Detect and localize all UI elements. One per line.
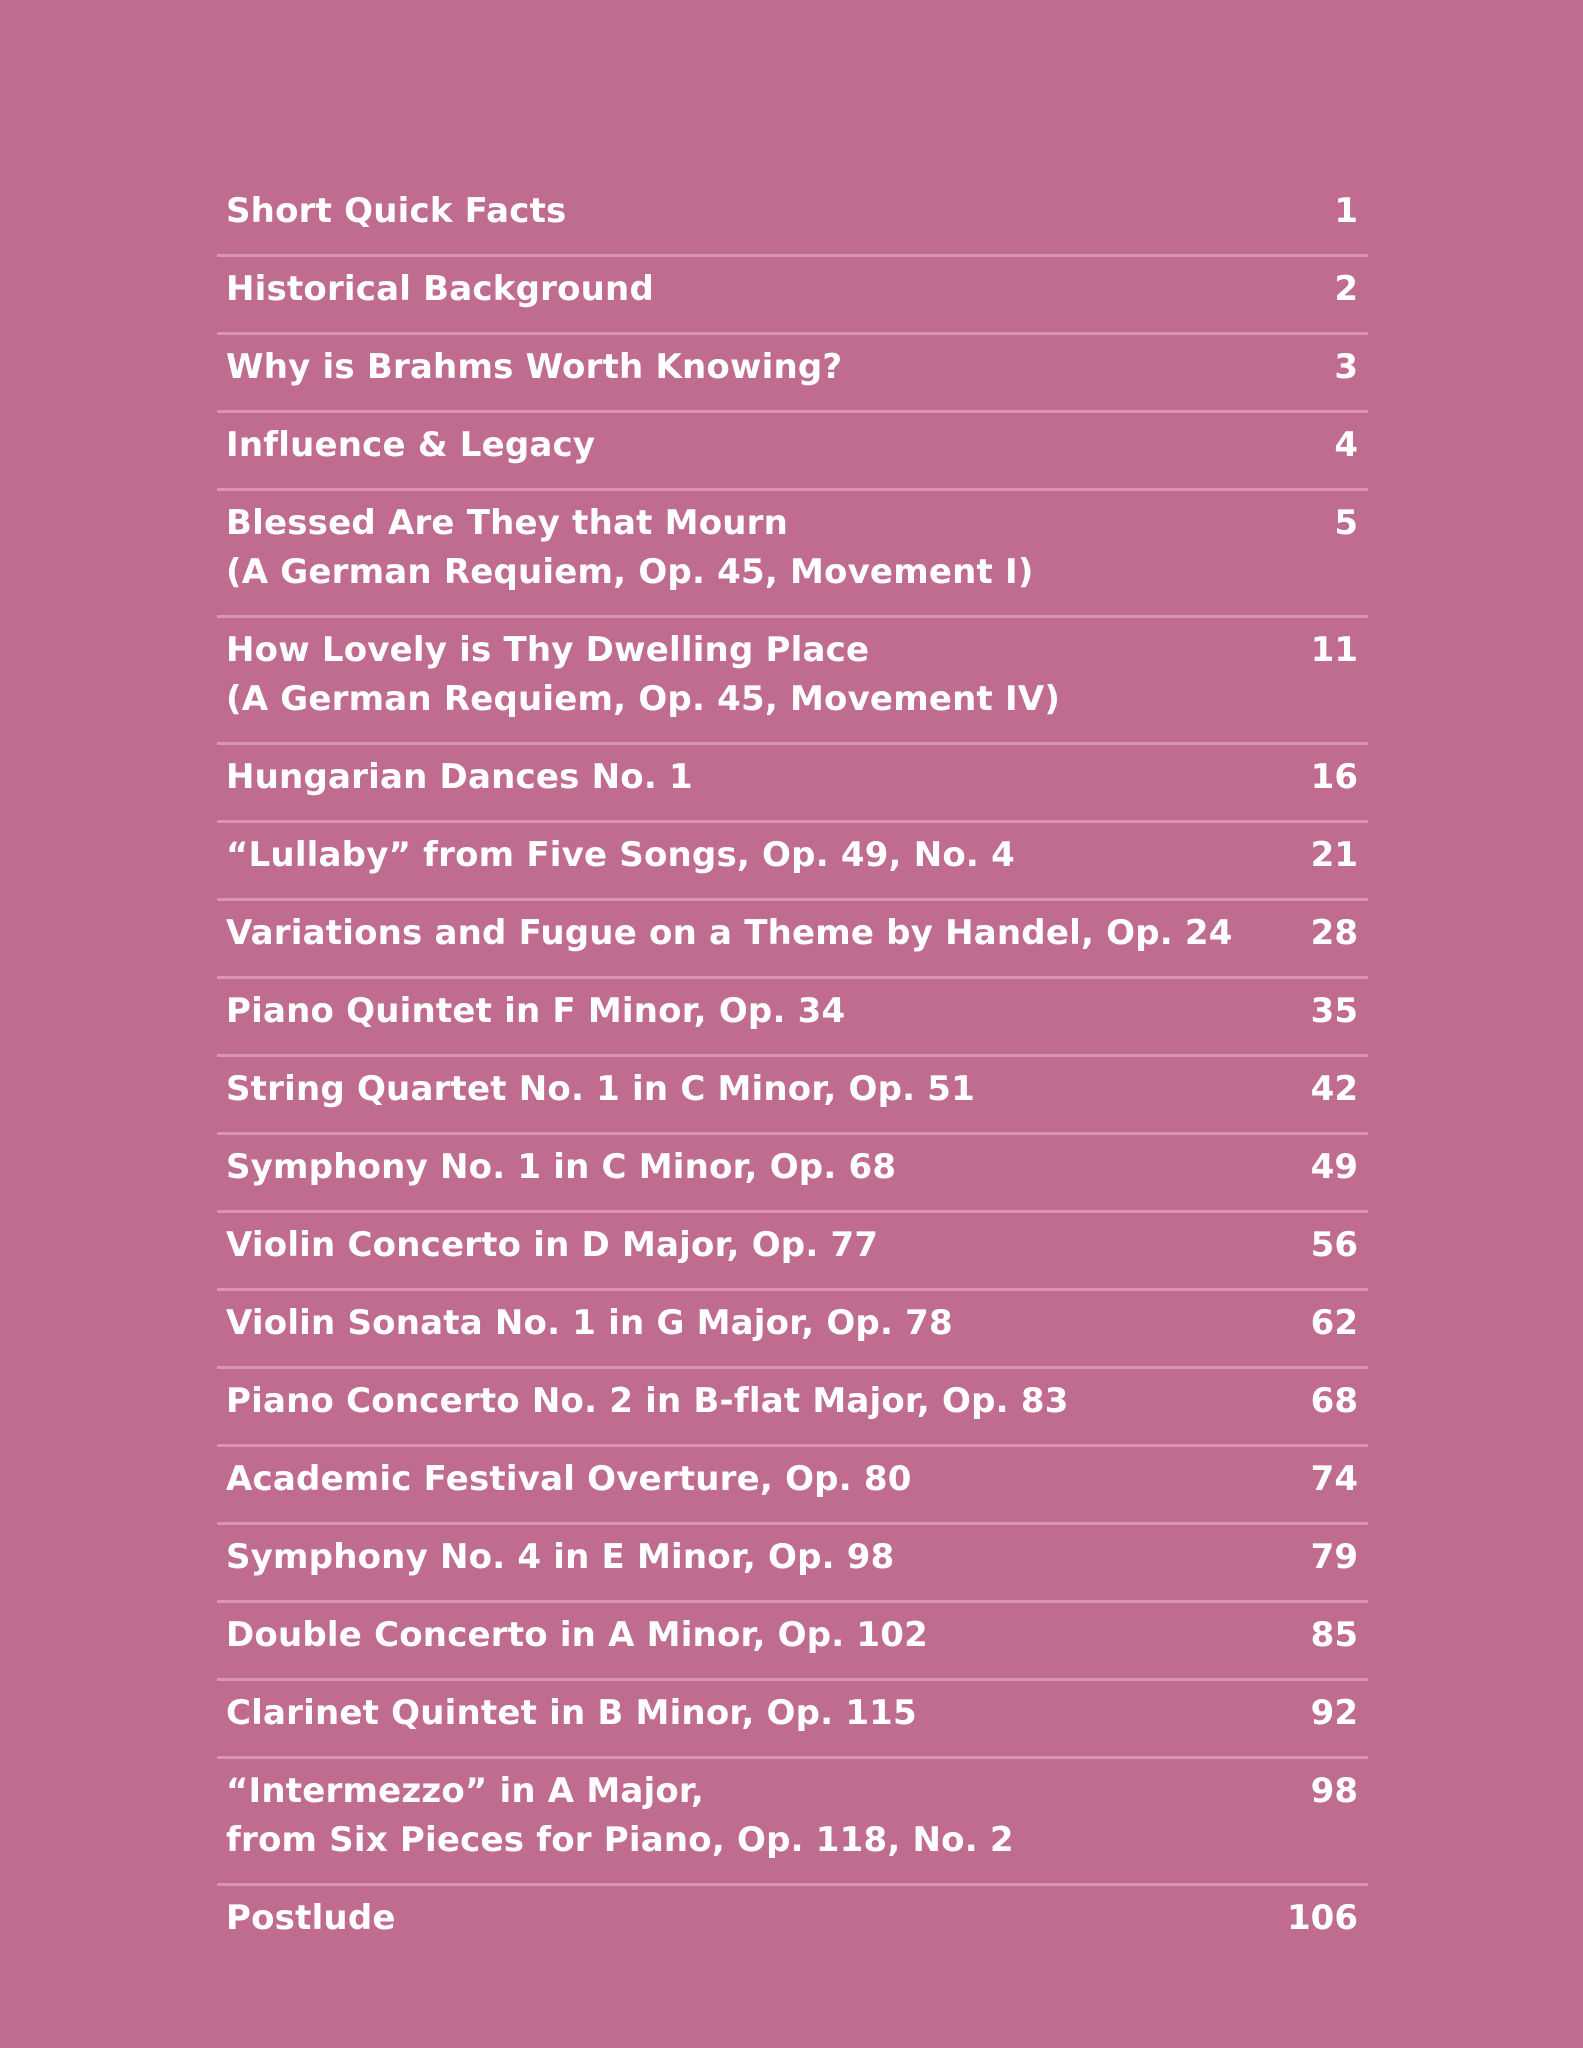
toc-entry-title-line: String Quartet No. 1 in C Minor, Op. 51 — [226, 1069, 975, 1109]
toc-entry-page-number: 49 — [1310, 1147, 1358, 1187]
toc-entry-title-line: (A German Requiem, Op. 45, Movement IV) — [226, 679, 1061, 719]
toc-entry-page-number: 79 — [1310, 1537, 1358, 1577]
toc-entry-title — [226, 1455, 912, 1504]
toc-entry[interactable] — [217, 1291, 1368, 1369]
toc-entry-title — [226, 265, 654, 314]
toc-entry-title-line: from Six Pieces for Piano, Op. 118, No. 2 — [226, 1820, 1014, 1860]
toc-entry-title-line: Historical Background — [226, 269, 655, 309]
toc-entry-page-number: 56 — [1310, 1225, 1358, 1265]
toc-entry-title-line: Short Quick Facts — [226, 191, 567, 231]
toc-entry-title — [226, 1689, 917, 1738]
toc-entry-page-number: 74 — [1310, 1459, 1358, 1499]
toc-entry-page-number: 106 — [1287, 1898, 1358, 1938]
toc-entry-title-line: Piano Concerto No. 2 in B-flat Major, Op. 83 — [226, 1381, 1069, 1421]
toc-entry-title — [226, 909, 1233, 958]
toc-entry[interactable] — [217, 413, 1368, 491]
toc-entry[interactable] — [217, 1759, 1368, 1886]
toc-entry-title — [226, 987, 845, 1036]
toc-entry-title — [226, 1065, 975, 1114]
toc-entry-title — [226, 343, 842, 392]
toc-entry-title — [226, 1377, 1069, 1426]
toc-entry[interactable] — [217, 1447, 1368, 1525]
toc-entry-title-line: Violin Sonata No. 1 in G Major, Op. 78 — [226, 1303, 953, 1343]
toc-entry[interactable] — [217, 335, 1368, 413]
toc-entry-page-number: 42 — [1310, 1069, 1358, 1109]
toc-entry-title — [226, 421, 595, 470]
toc-entry[interactable] — [217, 823, 1368, 901]
toc-entry-page-number: 62 — [1310, 1303, 1358, 1343]
toc-entry[interactable] — [217, 979, 1368, 1057]
toc-entry-title-line: Academic Festival Overture, Op. 80 — [226, 1459, 912, 1499]
toc-entry[interactable] — [217, 1603, 1368, 1681]
toc-entry-title — [226, 831, 1015, 880]
toc-entry[interactable] — [217, 1057, 1368, 1135]
toc-entry-title — [226, 1143, 896, 1192]
toc-entry-title — [226, 1299, 953, 1348]
toc-entry-page-number: 92 — [1310, 1693, 1358, 1733]
toc-entry-title-line: Postlude — [226, 1898, 396, 1938]
toc-entry[interactable] — [217, 491, 1368, 618]
toc-entry-page-number: 21 — [1310, 835, 1358, 875]
toc-entry-page-number: 4 — [1334, 425, 1358, 465]
toc-entry[interactable] — [217, 1681, 1368, 1759]
toc-entry-page-number: 2 — [1334, 269, 1358, 309]
toc-entry[interactable] — [217, 1886, 1368, 1964]
toc-entry-title-line: “Lullaby” from Five Songs, Op. 49, No. 4 — [226, 835, 1015, 875]
toc-entry-title-line: “Intermezzo” in A Major, — [226, 1771, 705, 1811]
toc-entry[interactable] — [217, 1213, 1368, 1291]
toc-entry-title — [226, 1221, 878, 1270]
toc-entry-title-line: Symphony No. 1 in C Minor, Op. 68 — [226, 1147, 897, 1187]
toc-entry-title-line: Symphony No. 4 in E Minor, Op. 98 — [226, 1537, 895, 1577]
toc-entry-title — [226, 1533, 895, 1582]
toc-entry-title-line: Blessed Are They that Mourn — [226, 503, 789, 543]
toc-entry-page-number: 85 — [1310, 1615, 1358, 1655]
toc-entry[interactable] — [217, 1525, 1368, 1603]
toc-entry-page-number: 16 — [1310, 757, 1358, 797]
toc-entry[interactable] — [217, 745, 1368, 823]
toc-entry-page-number: 11 — [1310, 630, 1358, 670]
table-of-contents — [217, 179, 1368, 1964]
toc-entry-title-line: Violin Concerto in D Major, Op. 77 — [226, 1225, 879, 1265]
toc-entry-title-line: Influence & Legacy — [226, 425, 596, 465]
toc-entry-title-line: Double Concerto in A Minor, Op. 102 — [226, 1615, 929, 1655]
toc-entry-title — [226, 1767, 1014, 1865]
toc-entry-title — [226, 1894, 396, 1943]
toc-entry-title-line: How Lovely is Thy Dwelling Place — [226, 630, 870, 670]
toc-entry-page-number: 3 — [1334, 347, 1358, 387]
toc-entry-page-number: 98 — [1310, 1771, 1358, 1811]
toc-entry-page-number: 35 — [1310, 991, 1358, 1031]
toc-entry-title-line: Hungarian Dances No. 1 — [226, 757, 693, 797]
toc-entry[interactable] — [217, 901, 1368, 979]
toc-entry-title — [226, 499, 1034, 597]
toc-entry-title-line: Variations and Fugue on a Theme by Handel, Op. 24 — [226, 913, 1233, 953]
toc-entry-title-line: Why is Brahms Worth Knowing? — [226, 347, 843, 387]
toc-entry-title-line: Clarinet Quintet in B Minor, Op. 115 — [226, 1693, 917, 1733]
toc-entry-title — [226, 753, 693, 802]
toc-entry-title — [226, 626, 1060, 724]
toc-entry-page-number: 5 — [1334, 503, 1358, 543]
toc-entry[interactable] — [217, 1369, 1368, 1447]
toc-entry[interactable] — [217, 257, 1368, 335]
toc-entry[interactable] — [217, 1135, 1368, 1213]
toc-entry-title-line: Piano Quintet in F Minor, Op. 34 — [226, 991, 846, 1031]
toc-entry-page-number: 1 — [1334, 191, 1358, 231]
toc-entry[interactable] — [217, 179, 1368, 257]
toc-entry-page-number: 68 — [1310, 1381, 1358, 1421]
toc-entry-page-number: 28 — [1310, 913, 1358, 953]
toc-entry[interactable] — [217, 618, 1368, 745]
toc-entry-title — [226, 187, 567, 236]
toc-entry-title — [226, 1611, 928, 1660]
toc-entry-title-line: (A German Requiem, Op. 45, Movement I) — [226, 552, 1034, 592]
